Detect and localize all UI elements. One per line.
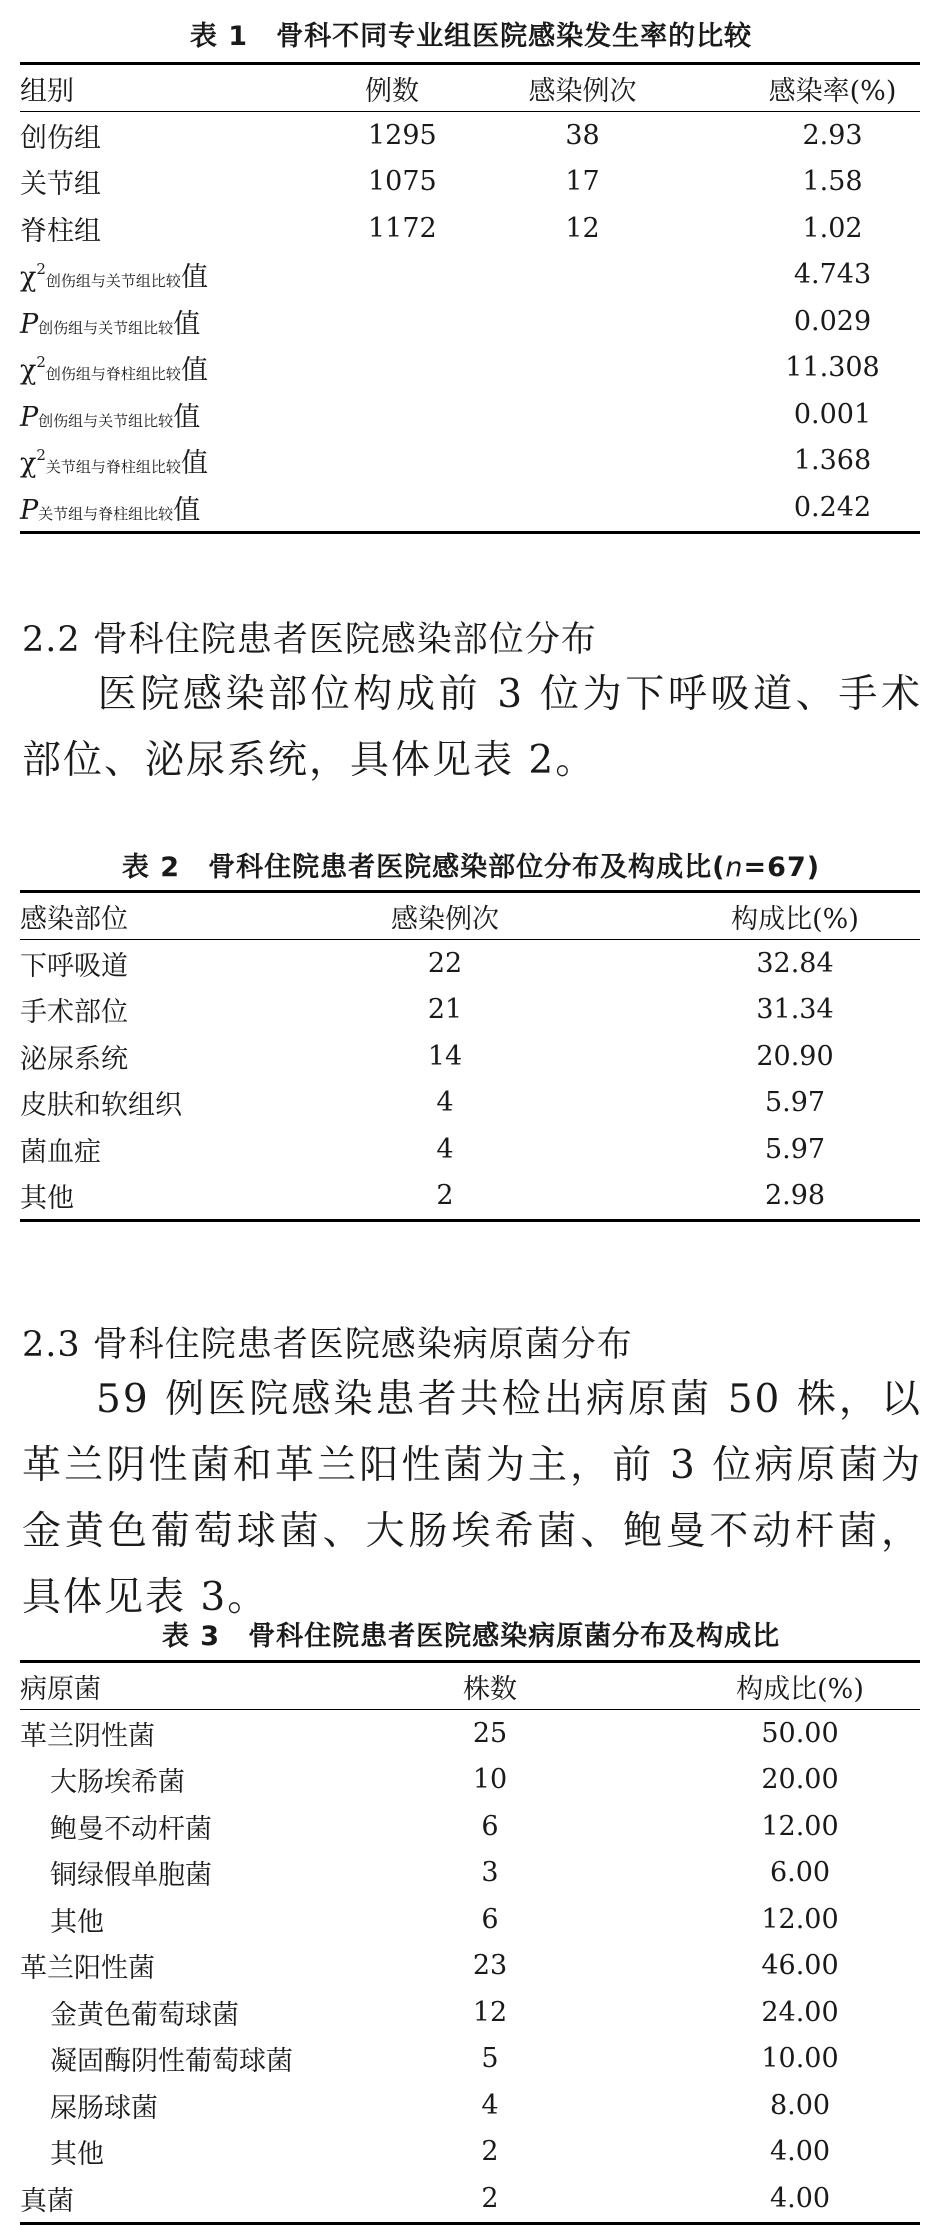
table3-row [20, 1710, 920, 1757]
table3-row [20, 1803, 920, 1850]
table3-cell-ratio: 12.00 [761, 1903, 839, 1935]
table3-cell-name: 铜绿假单胞菌 [50, 1860, 212, 1892]
table2-cell-count: 4 [436, 1133, 454, 1165]
table2-row [20, 1126, 920, 1173]
table2-caption [0, 845, 942, 884]
stat-superscript: 2 [36, 353, 46, 372]
table1-stat-value: 4.743 [793, 259, 872, 291]
table3-cell-name: 真菌 [20, 2185, 74, 2217]
table3-cell-count: 6 [481, 1810, 499, 1842]
table3-row [20, 2082, 920, 2129]
section-2-3-heading: 2.3 骨科住院患者医院感染病原菌分布 [22, 1325, 633, 1365]
table2-cell-site: 皮肤和软组织 [20, 1090, 182, 1122]
stat-suffix: 值 [180, 262, 208, 294]
table2-header-row [20, 892, 920, 940]
table3 [20, 1660, 920, 2225]
table1-stat-row [20, 391, 920, 438]
table2-caption-main: 表 2 骨科住院患者医院感染部位分布及构成比( [121, 852, 726, 883]
table1-stat-label [20, 438, 685, 485]
table1-cell-rate: 1.58 [802, 166, 863, 198]
table1 [20, 62, 920, 534]
table2-cell-count: 2 [436, 1180, 454, 1212]
table3-header-name: 病原菌 [20, 1662, 350, 1710]
table3-header-count: 株数 [350, 1662, 620, 1710]
table1-cell-infections: 38 [565, 119, 600, 151]
table1-stat-label [20, 484, 685, 532]
table3-row [20, 2036, 920, 2083]
stat-subscript: 关节组与脊柱组比较 [45, 458, 181, 477]
table2-caption-n: n [725, 852, 744, 883]
table3-row [20, 2129, 920, 2176]
table3-row [20, 1850, 920, 1897]
table1-stat-value: 11.308 [785, 352, 880, 384]
table1-header-cases: 例数 [225, 64, 450, 112]
table3-cell-name: 鲍曼不动杆菌 [50, 1813, 212, 1845]
stat-subscript: 创伤组与关节组比较 [38, 411, 174, 430]
table3-row [20, 1943, 920, 1990]
section-2-2-paragraph [22, 662, 922, 794]
section-2-3-paragraph [22, 1367, 922, 1631]
table2-cell-ratio: 5.97 [764, 1133, 826, 1165]
table3-cell-ratio: 6.00 [769, 1857, 831, 1889]
table1-stat-label [20, 345, 685, 392]
stat-suffix: 值 [173, 401, 201, 433]
table1-stat-value: 0.029 [793, 305, 872, 337]
table3-cell-name: 金黄色葡萄球菌 [50, 1999, 239, 2031]
section-2-3-text: 59 例医院感染患者共检出病原菌 50 株，以革兰阴性菌和革兰阳性菌为主，前 3 位病原菌为金黄色葡萄球菌、大肠埃希菌、鲍曼不动杆菌，具体见表 3。 [22, 1377, 922, 1620]
stat-subscript: 创伤组与关节组比较 [38, 318, 174, 337]
stat-subscript: 创伤组与脊柱组比较 [45, 365, 181, 384]
table3-header-row [20, 1662, 920, 1710]
table1-cell-infections: 17 [565, 166, 600, 198]
table2-row [20, 1080, 920, 1127]
table1-stat-label [20, 298, 685, 345]
table3-cell-name: 凝固酶阴性葡萄球菌 [50, 2046, 293, 2078]
stat-suffix: 值 [180, 355, 208, 387]
stat-suffix: 值 [173, 494, 201, 526]
stat-symbol: P [20, 308, 39, 340]
table3-cell-name: 革兰阳性菌 [20, 1953, 155, 1985]
table3-cell-ratio: 24.00 [761, 1996, 839, 2028]
table2-cell-ratio: 31.34 [756, 994, 834, 1026]
table1-stat-row [20, 252, 920, 299]
table3-cell-count: 4 [481, 2089, 499, 2121]
table3-row [20, 1757, 920, 1804]
table3-caption: 表 3 骨科住院患者医院感染病原菌分布及构成比 [161, 1621, 781, 1652]
table3-cell-ratio: 8.00 [769, 2089, 831, 2121]
table3-row [20, 2175, 920, 2223]
stat-suffix: 值 [180, 448, 208, 480]
table1-row [20, 159, 920, 206]
table2-header-count: 感染例次 [320, 892, 640, 940]
table3-cell-ratio: 50.00 [761, 1717, 839, 1749]
table1-header-row [20, 64, 920, 112]
table3-cell-ratio: 12.00 [761, 1810, 839, 1842]
table1-stat-label [20, 391, 685, 438]
table1-cell-cases: 1295 [368, 119, 437, 151]
table1-stat-label [20, 252, 685, 299]
stat-symbol: χ [20, 448, 37, 480]
table3-cell-count: 2 [481, 2136, 499, 2168]
table3-cell-ratio: 10.00 [761, 2043, 839, 2075]
table1-cell-cases: 1172 [368, 212, 437, 244]
table2 [20, 890, 920, 1222]
table1-caption: 表 1 骨科不同专业组医院感染发生率的比较 [189, 21, 753, 52]
table1-stat-value: 0.001 [793, 398, 872, 430]
table1-cell-group: 创伤组 [20, 122, 101, 154]
stat-symbol: P [20, 401, 39, 433]
table1-stat-value: 1.368 [793, 445, 872, 477]
section-2-2-text: 医院感染部位构成前 3 位为下呼吸道、手术部位、泌尿系统，具体见表 2。 [22, 672, 922, 783]
table2-cell-count: 14 [427, 1040, 463, 1072]
table2-header-ratio: 构成比(%) [640, 892, 920, 940]
table2-cell-count: 4 [436, 1087, 454, 1119]
stat-symbol: χ [20, 355, 37, 387]
table1-stat-row [20, 438, 920, 485]
stat-superscript: 2 [36, 446, 46, 465]
table2-cell-site: 泌尿系统 [20, 1043, 128, 1075]
table3-cell-name: 其他 [50, 2139, 104, 2171]
table3-cell-ratio: 20.00 [761, 1764, 839, 1796]
stat-suffix: 值 [173, 308, 201, 340]
stat-superscript: 2 [36, 260, 46, 279]
table3-header-ratio: 构成比(%) [620, 1662, 920, 1710]
table2-cell-site: 下呼吸道 [20, 950, 128, 982]
table1-cell-infections: 12 [565, 212, 600, 244]
stat-subscript: 关节组与脊柱组比较 [38, 504, 174, 523]
table3-cell-count: 25 [472, 1717, 508, 1749]
table1-cell-group: 脊柱组 [20, 215, 101, 247]
table1-cell-cases: 1075 [368, 166, 437, 198]
table2-cell-ratio: 20.90 [756, 1040, 834, 1072]
table3-cell-count: 6 [481, 1903, 499, 1935]
table3-cell-ratio: 46.00 [761, 1950, 839, 1982]
table2-header-site: 感染部位 [20, 892, 320, 940]
table3-row [20, 1989, 920, 2036]
table1-stat-row [20, 484, 920, 532]
stat-symbol: P [20, 494, 39, 526]
table2-cell-site: 菌血症 [20, 1136, 101, 1168]
table1-header-group: 组别 [20, 64, 225, 112]
table3-cell-ratio: 4.00 [769, 2182, 831, 2214]
table3-cell-count: 10 [472, 1764, 508, 1796]
table2-cell-ratio: 2.98 [764, 1180, 826, 1212]
table2-row [20, 1173, 920, 1221]
table2-cell-count: 21 [427, 994, 463, 1026]
table1-cell-rate: 2.93 [802, 119, 863, 151]
table2-row [20, 987, 920, 1034]
table1-stat-value: 0.242 [793, 491, 872, 523]
table1-cell-rate: 1.02 [802, 212, 863, 244]
table3-cell-count: 5 [481, 2043, 499, 2075]
section-2-2-heading: 2.2 骨科住院患者医院感染部位分布 [22, 620, 597, 660]
table2-cell-site: 其他 [20, 1183, 74, 1215]
table3-row [20, 1896, 920, 1943]
table3-cell-count: 2 [481, 2182, 499, 2214]
table2-cell-ratio: 32.84 [756, 947, 834, 979]
table1-stat-row [20, 345, 920, 392]
table1-row [20, 112, 920, 159]
table2-row [20, 940, 920, 987]
table1-row [20, 205, 920, 252]
table1-header-rate: 感染率(%) [685, 64, 920, 112]
table3-cell-count: 12 [472, 1996, 508, 2028]
table2-cell-ratio: 5.97 [764, 1087, 826, 1119]
table1-stat-row [20, 298, 920, 345]
stat-subscript: 创伤组与关节组比较 [45, 272, 181, 291]
table3-cell-name: 革兰阴性菌 [20, 1720, 155, 1752]
table3-cell-name: 屎肠球菌 [50, 2092, 158, 2124]
table3-cell-count: 23 [472, 1950, 508, 1982]
table2-caption-tail: =67) [743, 852, 821, 883]
table3-cell-name: 大肠埃希菌 [50, 1767, 185, 1799]
table2-cell-count: 22 [427, 947, 463, 979]
table1-cell-group: 关节组 [20, 169, 101, 201]
table3-cell-count: 3 [481, 1857, 499, 1889]
table2-row [20, 1033, 920, 1080]
table2-cell-site: 手术部位 [20, 997, 128, 1029]
table3-cell-ratio: 4.00 [769, 2136, 831, 2168]
table1-header-infections: 感染例次 [450, 64, 685, 112]
table3-cell-name: 其他 [50, 1906, 104, 1938]
stat-symbol: χ [20, 262, 37, 294]
